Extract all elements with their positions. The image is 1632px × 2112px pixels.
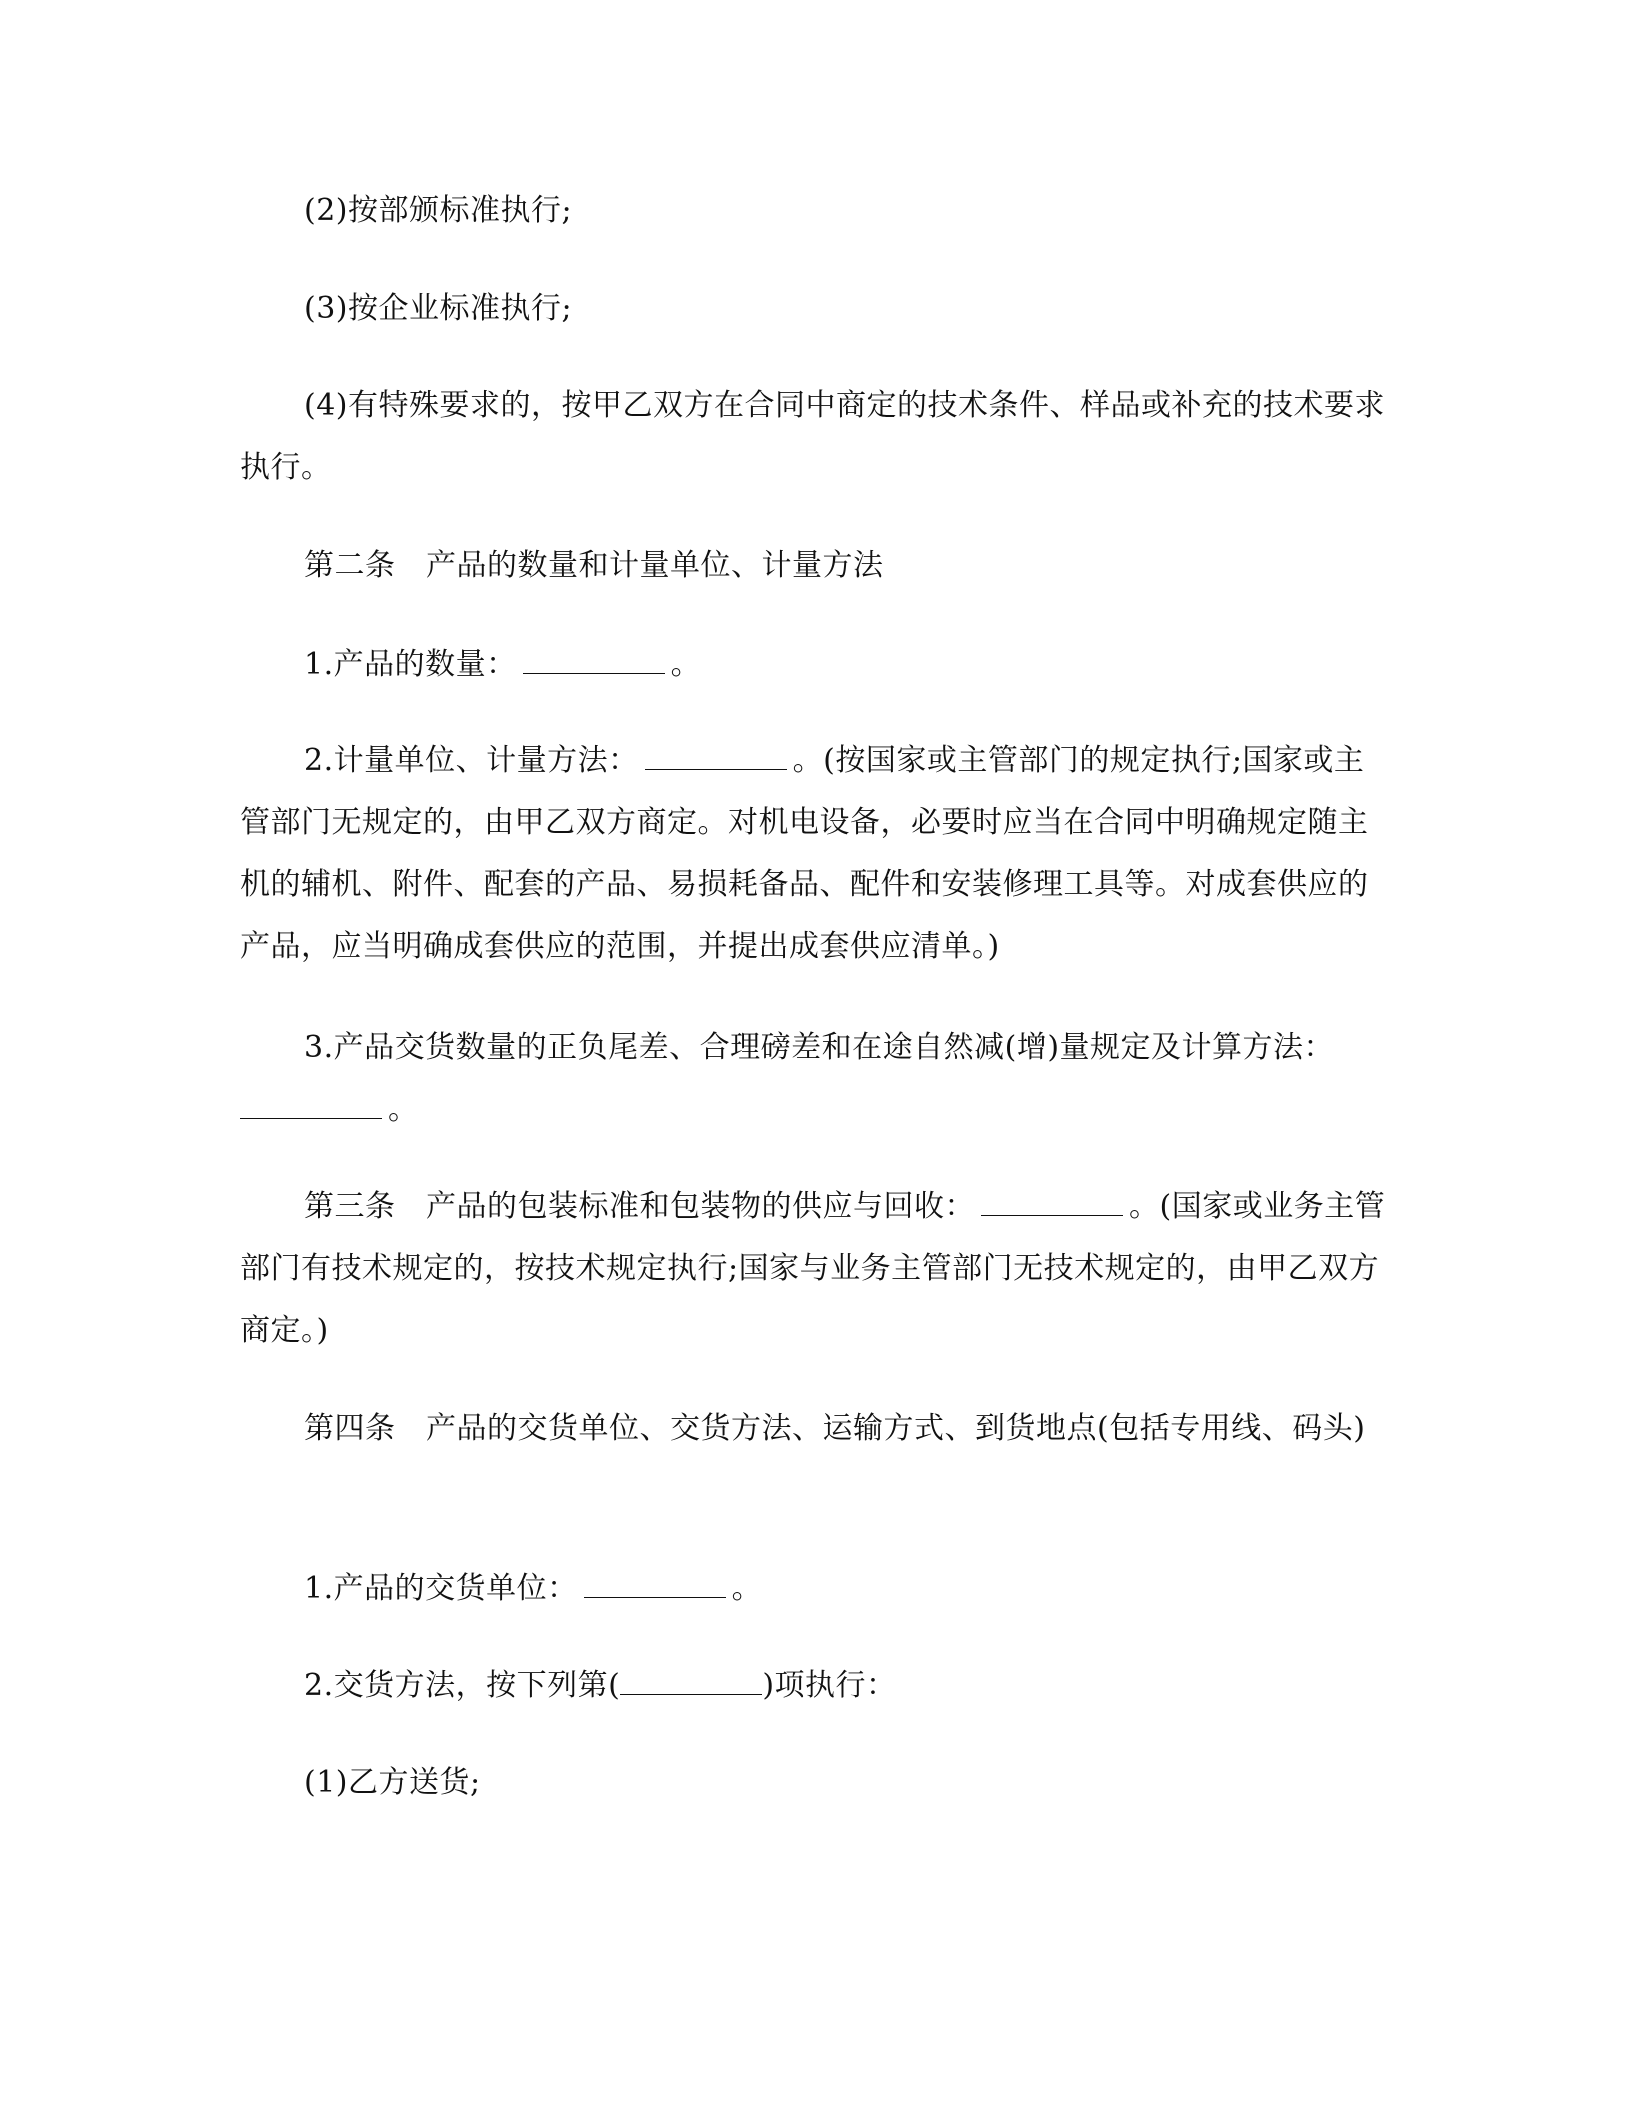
- paragraph-delivery-method: [240, 1655, 1392, 1717]
- fill-blank[interactable]: [620, 1670, 762, 1695]
- text: 。: [731, 1571, 763, 1606]
- text: 第四条 产品的交货单位、交货方法、运输方式、到货地点(包括专用线、码头): [304, 1411, 1366, 1446]
- text: 第二条 产品的数量和计量单位、计量方法: [304, 548, 884, 583]
- text: 1.产品的交货单位：: [304, 1571, 578, 1606]
- paragraph-measurement: [240, 730, 1392, 978]
- text: 。(按国家或主管部门的规定执行;国家或主管部门无规定的，由甲乙双方商定。对机电设备，必要时应当在合同中明确规定随主机的辅机、附件、配套的产品、易损耗备品、配件和安装修理工具等。对成套供应的产品，应当明确成套供应的范围，并提出成套供应清单。): [240, 743, 1369, 964]
- text: )项执行：: [762, 1668, 897, 1703]
- paragraph-standard-ministry: [240, 180, 1392, 242]
- text: (2)按部颁标准执行;: [304, 193, 573, 228]
- text: (4)有特殊要求的，按甲乙双方在合同中商定的技术条件、样品或补充的技术要求执行。: [240, 388, 1385, 485]
- paragraph-delivery-unit: [240, 1558, 1392, 1620]
- text: 。: [388, 1092, 419, 1127]
- text: 2.计量单位、计量方法：: [304, 743, 639, 778]
- text: (1)乙方送货;: [304, 1765, 481, 1800]
- paragraph-quantity-tolerance: [240, 1017, 1392, 1141]
- fill-blank[interactable]: [981, 1191, 1123, 1216]
- paragraph-special-requirements: [240, 375, 1392, 499]
- text: 3.产品交货数量的正负尾差、合理磅差和在途自然减(增)量规定及计算方法：: [304, 1030, 1335, 1065]
- paragraph-seller-delivery: [240, 1752, 1392, 1814]
- fill-blank[interactable]: [240, 1094, 382, 1119]
- text: 1.产品的数量：: [304, 647, 517, 682]
- paragraph-quantity: [240, 634, 1392, 696]
- article-2-heading: [240, 535, 1392, 597]
- text: 。(国家或业务主管部门有技术规定的，按技术规定执行;国家与业务主管部门无技术规定的，由甲乙双方商定。): [240, 1189, 1386, 1348]
- paragraph-standard-enterprise: [240, 278, 1392, 340]
- fill-blank[interactable]: [584, 1573, 726, 1598]
- article-3-packaging: [240, 1176, 1392, 1362]
- article-4-heading: [240, 1398, 1392, 1460]
- text: 。: [670, 647, 702, 682]
- text: 2.交货方法，按下列第(: [304, 1668, 621, 1703]
- text: 第三条 产品的包装标准和包装物的供应与回收：: [304, 1189, 975, 1224]
- text: (3)按企业标准执行;: [304, 291, 573, 326]
- fill-blank[interactable]: [645, 745, 787, 770]
- fill-blank[interactable]: [523, 649, 665, 674]
